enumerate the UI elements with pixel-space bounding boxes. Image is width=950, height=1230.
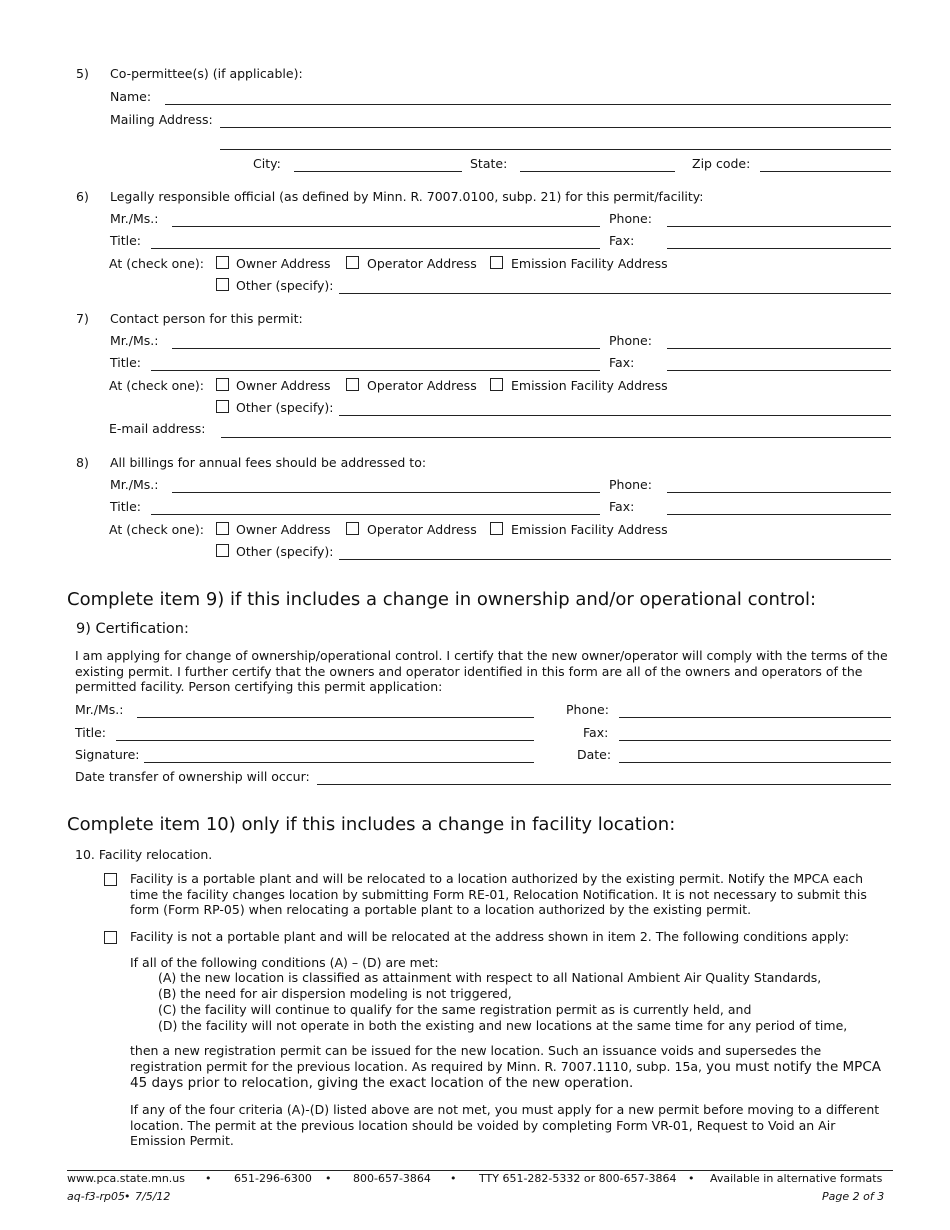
contact-emission-checkbox[interactable] (490, 378, 503, 391)
official-title-field[interactable] (151, 248, 600, 249)
contact-operator-checkbox[interactable] (346, 378, 359, 391)
billing-other-label: Other (specify): (236, 544, 334, 559)
official-name-field[interactable] (172, 226, 600, 227)
footer-divider (67, 1170, 893, 1171)
official-owner-checkbox[interactable] (216, 256, 229, 269)
footer-bullet-4: • (688, 1172, 695, 1185)
official-owner-label: Owner Address (236, 256, 331, 271)
footer-page-number: Page 2 of 3 (822, 1190, 885, 1203)
billing-fax-label: Fax: (609, 499, 635, 514)
footer-phone-1: 651-296-6300 (234, 1172, 312, 1185)
footer-bullet-3: • (450, 1172, 457, 1185)
relocation-portable-checkbox[interactable] (104, 873, 117, 886)
billing-name-field[interactable] (172, 492, 600, 493)
official-at-label: At (check one): (109, 256, 205, 271)
condition-a: (A) the new location is classified as attainment with respect to all National Ambient Air Quality Standards, (158, 970, 822, 985)
contact-owner-label: Owner Address (236, 378, 331, 393)
cert-title-label: Title: (75, 725, 106, 740)
official-fax-field[interactable] (667, 248, 891, 249)
contact-other-field[interactable] (339, 415, 891, 416)
cert-title-field[interactable] (116, 740, 534, 741)
official-other-label: Other (specify): (236, 278, 334, 293)
contact-other-checkbox[interactable] (216, 400, 229, 413)
co-permittee-mailing-field-2[interactable] (220, 149, 891, 150)
contact-email-label: E-mail address: (109, 421, 206, 436)
billing-heading: All billings for annual fees should be addressed to: (110, 455, 427, 470)
certification-heading: 9) Certification: (76, 621, 189, 637)
item-10-section-heading: Complete item 10) only if this includes a change in facility location: (67, 814, 676, 835)
billing-other-field[interactable] (339, 559, 891, 560)
billing-title-label: Title: (110, 499, 141, 514)
official-mr-label: Mr./Ms.: (110, 211, 159, 226)
co-permittee-state-label: State: (470, 156, 508, 171)
cert-phone-label: Phone: (566, 702, 609, 717)
contact-at-label: At (check one): (109, 378, 205, 393)
official-emission-checkbox[interactable] (490, 256, 503, 269)
contact-mr-label: Mr./Ms.: (110, 333, 159, 348)
cert-date-label: Date: (577, 747, 612, 762)
billing-fax-field[interactable] (667, 514, 891, 515)
contact-fax-field[interactable] (667, 370, 891, 371)
contact-name-field[interactable] (172, 348, 600, 349)
official-operator-label: Operator Address (367, 256, 477, 271)
co-permittee-city-label: City: (253, 156, 281, 171)
relocation-portable-text: Facility is a portable plant and will be relocated to a location authorized by the existing permit. Notify the MPCA each time the facility changes location by submitting Form RE-01, Relocation Notification. It is not necessary to submit this form (Form RP-05) when relocating a portable plant to a location authorized by the existing permit. (130, 871, 867, 917)
contact-title-label: Title: (110, 355, 141, 370)
cert-mr-label: Mr./Ms.: (75, 702, 124, 717)
co-permittee-zip-label: Zip code: (692, 156, 751, 171)
item-number-6: 6) (76, 189, 89, 204)
item-number-5: 5) (76, 66, 89, 81)
co-permittee-mailing-field[interactable] (220, 127, 891, 128)
co-permittee-state-field[interactable] (520, 171, 675, 172)
if-any-paragraph: If any of the four criteria (A)-(D) listed above are not met, you must apply for a new permit before moving to a different location. The permit at the previous location should be voided by completing Form VR-01, Request to Void an Air Emission Permit. (130, 1102, 880, 1148)
billing-emission-checkbox[interactable] (490, 522, 503, 535)
billing-owner-label: Owner Address (236, 522, 331, 537)
relocation-nonportable-checkbox[interactable] (104, 931, 117, 944)
billing-owner-checkbox[interactable] (216, 522, 229, 535)
contact-phone-label: Phone: (609, 333, 652, 348)
billing-phone-field[interactable] (667, 492, 891, 493)
contact-emission-label: Emission Facility Address (511, 378, 668, 393)
footer-form-number: aq-f3-rp05 (67, 1190, 126, 1203)
cert-signature-label: Signature: (75, 747, 140, 762)
conditions-intro: If all of the following conditions (A) – (D) are met: (130, 955, 439, 970)
item-9-section-heading: Complete item 9) if this includes a change in ownership and/or operational control: (67, 589, 817, 610)
official-other-field[interactable] (339, 293, 891, 294)
condition-b: (B) the need for air dispersion modeling is not triggered, (158, 986, 512, 1001)
official-title-label: Title: (110, 233, 141, 248)
contact-phone-field[interactable] (667, 348, 891, 349)
co-permittee-name-field[interactable] (165, 104, 891, 105)
official-phone-label: Phone: (609, 211, 652, 226)
footer-bullet-1: • (205, 1172, 212, 1185)
billing-operator-checkbox[interactable] (346, 522, 359, 535)
relocation-nonportable-text: Facility is not a portable plant and will be relocated at the address shown in item 2. The following conditions apply: (130, 929, 850, 944)
cert-signature-field[interactable] (144, 762, 534, 763)
official-other-checkbox[interactable] (216, 278, 229, 291)
relocation-heading: 10. Facility relocation. (75, 847, 213, 862)
billing-phone-label: Phone: (609, 477, 652, 492)
footer-website: www.pca.state.mn.us (67, 1172, 185, 1185)
footer-phone-2: 800-657-3864 (353, 1172, 431, 1185)
billing-at-label: At (check one): (109, 522, 205, 537)
item-number-8: 8) (76, 455, 89, 470)
then-paragraph (130, 1043, 890, 1092)
cert-transfer-label: Date transfer of ownership will occur: (75, 769, 310, 784)
billing-title-field[interactable] (151, 514, 600, 515)
co-permittee-city-field[interactable] (294, 171, 462, 172)
contact-fax-label: Fax: (609, 355, 635, 370)
billing-operator-label: Operator Address (367, 522, 477, 537)
co-permittee-heading: Co-permittee(s) (if applicable): (110, 66, 303, 81)
condition-d: (D) the facility will not operate in both the existing and new locations at the same time for any period of time, (158, 1018, 848, 1033)
footer-tty: TTY 651-282-5332 or 800-657-3864 (479, 1172, 677, 1185)
contact-operator-label: Operator Address (367, 378, 477, 393)
condition-c: (C) the facility will continue to qualify for the same registration permit as is currently held, and (158, 1002, 752, 1017)
cert-date-field[interactable] (619, 762, 891, 763)
cert-fax-field[interactable] (619, 740, 891, 741)
official-fax-label: Fax: (609, 233, 635, 248)
cert-phone-field[interactable] (619, 717, 891, 718)
contact-other-label: Other (specify): (236, 400, 334, 415)
item-number-7: 7) (76, 311, 89, 326)
cert-fax-label: Fax: (583, 725, 609, 740)
contact-title-field[interactable] (151, 370, 600, 371)
footer-bullet-2: • (325, 1172, 332, 1185)
footer-bullet-5: • (124, 1190, 131, 1203)
then-paragraph-text: then a new registration permit can be issued for the new location. Such an issuance voids and supersedes the registration permit for the previous location. As required by Minn. R. 7007.1110, subp. 15a, (130, 1043, 822, 1074)
contact-email-field[interactable] (221, 437, 891, 438)
official-operator-checkbox[interactable] (346, 256, 359, 269)
co-permittee-zip-field[interactable] (760, 171, 891, 172)
billing-mr-label: Mr./Ms.: (110, 477, 159, 492)
cert-name-field[interactable] (137, 717, 534, 718)
contact-owner-checkbox[interactable] (216, 378, 229, 391)
co-permittee-mailing-label: Mailing Address: (110, 112, 213, 127)
footer-form-date: 7/5/12 (135, 1190, 171, 1203)
billing-emission-label: Emission Facility Address (511, 522, 668, 537)
official-emission-label: Emission Facility Address (511, 256, 668, 271)
responsible-official-heading: Legally responsible official (as defined by Minn. R. 7007.0100, subp. 21) for this permit/facility: (110, 189, 704, 204)
contact-person-heading: Contact person for this permit: (110, 311, 303, 326)
then-paragraph-emphasis: you must notify the MPCA 45 days prior to relocation, giving the exact location of the new operation. (130, 1058, 881, 1091)
certification-paragraph: I am applying for change of ownership/operational control. I certify that the new owner/operator will comply with the terms of the existing permit. I further certify that the owners and operator identified in this form are all of the owners and operators of the permitted facility. Person certifying this permit application: (75, 648, 888, 694)
official-phone-field[interactable] (667, 226, 891, 227)
cert-transfer-field[interactable] (317, 784, 891, 785)
billing-other-checkbox[interactable] (216, 544, 229, 557)
co-permittee-name-label: Name: (110, 89, 152, 104)
footer-alternative-formats: Available in alternative formats (710, 1172, 883, 1185)
